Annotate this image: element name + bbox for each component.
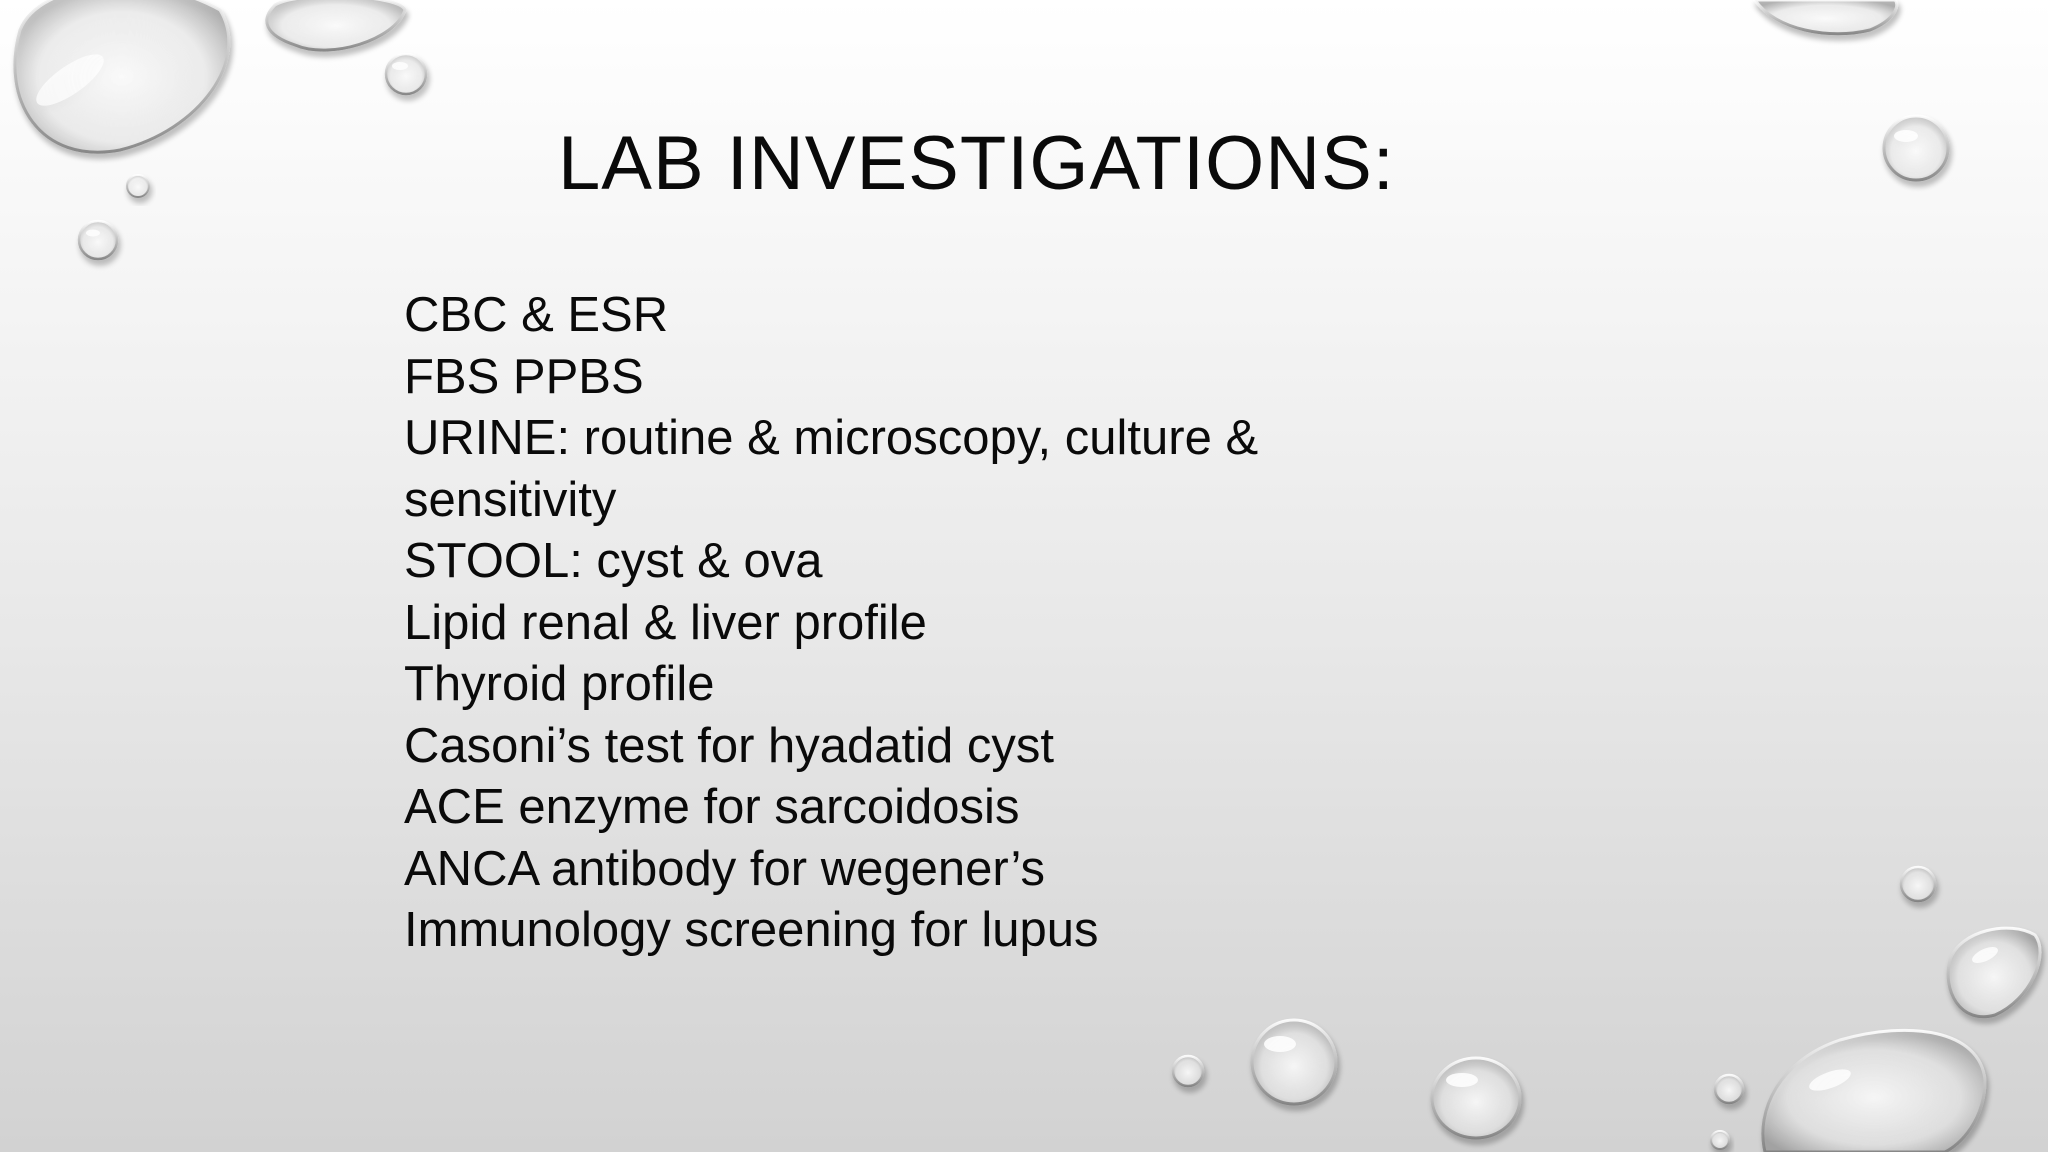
water-droplet-icon: [1432, 1058, 1520, 1138]
water-droplet-icon: [386, 54, 426, 94]
water-droplet-icon: [1715, 1075, 1743, 1103]
list-item: CBC & ESR: [404, 288, 669, 342]
water-droplet-icon: [1901, 867, 1935, 901]
list-item: Thyroid profile: [404, 657, 715, 711]
list-item: Casoni’s test for hyadatid cyst: [404, 718, 1055, 773]
water-droplet-icon: [1884, 116, 1948, 180]
list-item: Lipid renal & liver profile: [404, 595, 927, 650]
water-droplet-icon: [1755, 0, 1897, 34]
list-item: STOOL: cyst & ova: [404, 534, 823, 588]
water-droplet-icon: [1711, 1131, 1729, 1149]
water-droplet-icon: [1173, 1056, 1203, 1086]
list-item: Immunology screening for lupus: [404, 903, 1099, 957]
water-droplet-icon: [15, 0, 229, 152]
list-item: ANCA antibody for wegener’s: [404, 841, 1045, 896]
list-item: ACE enzyme for sarcoidosis: [404, 780, 1020, 834]
water-droplet-icon: [267, 0, 405, 50]
water-droplet-icon: [1763, 1030, 1985, 1152]
water-droplet-icon: [127, 175, 149, 197]
slide-title: LAB INVESTIGATIONS:: [558, 121, 1395, 206]
investigation-list: [404, 285, 1404, 962]
list-item: URINE: routine & microscopy, culture &: [404, 411, 1259, 465]
water-droplet-icon: [1948, 928, 2040, 1017]
water-droplet-icon: [79, 221, 117, 259]
list-item: sensitivity: [404, 472, 617, 527]
list-item: FBS PPBS: [404, 349, 644, 404]
water-droplet-icon: [1252, 1020, 1336, 1104]
